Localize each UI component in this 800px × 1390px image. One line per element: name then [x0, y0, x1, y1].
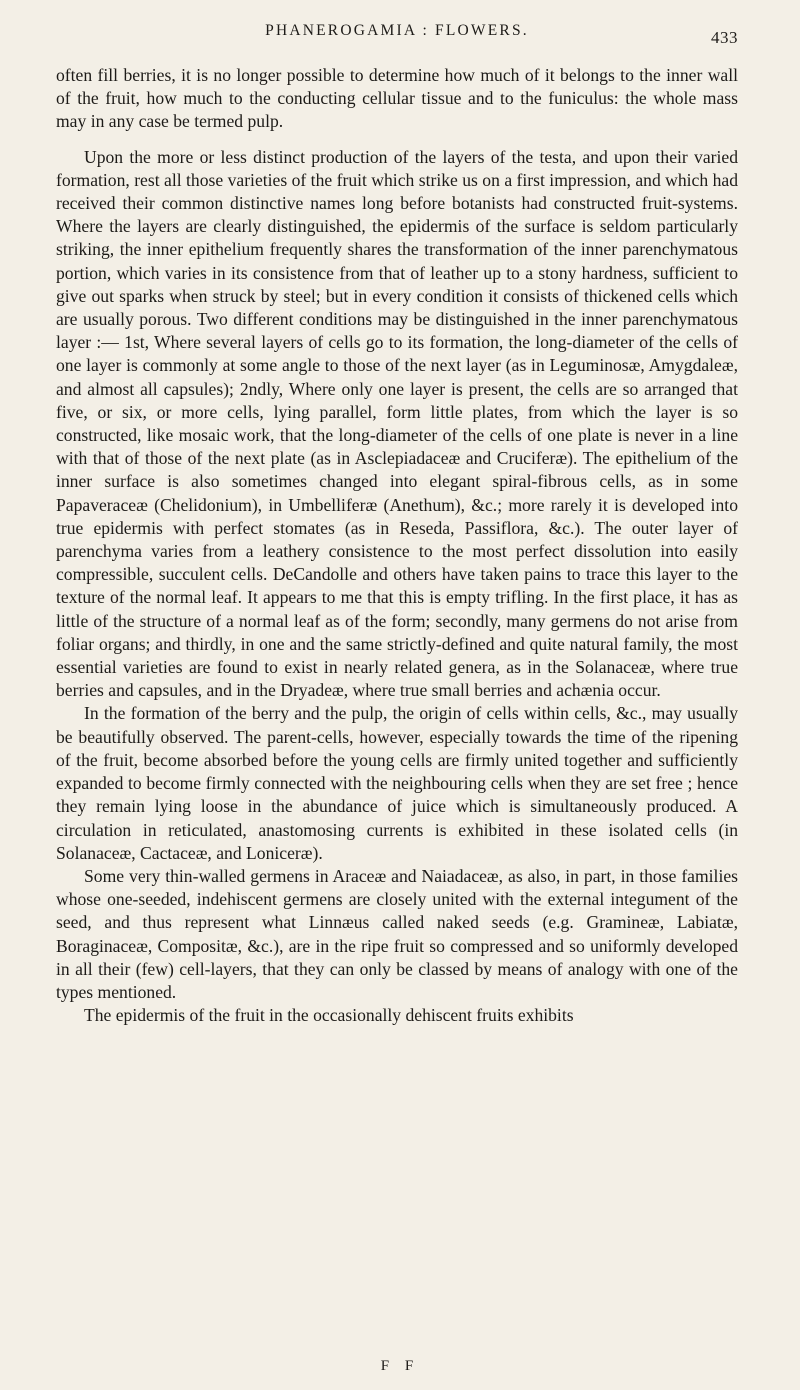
paragraph-5: The epidermis of the fruit in the occasionally dehiscent fruits exhibits [84, 1005, 574, 1026]
page-number: 433 [711, 28, 738, 47]
running-head: PHANEROGAMIA : FLOWERS. [265, 22, 529, 39]
signature-mark: F F [380, 1358, 420, 1374]
paragraph-1: often fill berries, it is no longer possible to determine how much of it belongs to the inner wall of the fruit, how much to the conducting cellular tissue and to the funiculus: the whole mass may in any case be termed pulp. [56, 65, 738, 132]
page-header [56, 22, 738, 64]
body-text [56, 64, 738, 1027]
paragraph-4: Some very thin-walled germens in Araceæ and Naiadaceæ, as also, in part, in those families whose one-seeded, indehiscent germens are closely united with the external integument of the seed, and thus represent what Linnæus called naked seeds (e.g. Gramineæ, Labiatæ, Boraginaceæ, Compositæ, &c.), are in the ripe fruit so compressed and so uniformly developed in all their (few) cell-layers, that they can only be classed by means of analogy with one of the types mentioned. [56, 865, 738, 1002]
paragraph-2: Upon the more or less distinct production of the layers of the testa, and upon their varied formation, rest all those varieties of the fruit which strike us on a first impression, and which had received their common distinctive names long before botanists had constructed fruit-systems. Where the layers are clearly distinguished, the epidermis of the surface is seldom particularly striking, the inner epithelium frequently shares the transformation of the inner parenchymatous portion, which varies in its consistence from that of leather up to a stony hardness, sufficient to give out sparks when struck by steel; but in every condition it consists of thickened cells which are usually porous. Two different conditions may be distinguished in the inner parenchymatous layer :— 1st, Where several layers of cells go to its formation, the long-diameter of the cells of one layer is commonly at some angle to those of the next layer (as in Leguminosæ, Amygdaleæ, and almost all capsules); 2ndly, Where only one layer is present, the cells are so arranged that five, or six, or more cells, lying parallel, form little plates, from which the layer is so constructed, like mosaic work, that the long-diameter of the cells of one plate is never in a line with that of those of the next plate (as in Asclepiadaceæ and Cruciferæ). The epithelium of the inner surface is also sometimes changed into elegant spiral-fibrous cells, as in some Papaveraceæ (Chelidonium), in Umbelliferæ (Anethum), &c.; more rarely it is developed into true epidermis with perfect stomates (as in Reseda, Passiflora, &c.). The outer layer of parenchyma varies from a leathery consistence to the most perfect dissolution into easily compressible, succulent cells. DeCandolle and others have taken pains to trace this layer to the texture of the normal leaf. It appears to me that this is empty trifling. In the first place, it has as little of the structure of a normal leaf as of the form; secondly, many germens do not arise from foliar organs; and thirdly, in one and the same strictly-defined and quite natural family, the most essential varieties are found to exist in nearly related genera, as in the Solanaceæ, where true berries and capsules, and in the Dryadeæ, where true small berries and achænia occur. [56, 146, 738, 701]
paragraph-3: In the formation of the berry and the pulp, the origin of cells within cells, &c., may usually be beautifully observed. The parent-cells, however, especially towards the time of the ripening of the fruit, become absorbed before the young cells are firmly united together and sufficiently expanded to become firmly connected with the neighbouring cells when they are set free ; hence they remain lying loose in the abundance of juice which is simultaneously produced. A circulation in reticulated, anastomosing currents is exhibited in these isolated cells (in Solanaceæ, Cactaceæ, and Loniceræ). [56, 703, 738, 863]
